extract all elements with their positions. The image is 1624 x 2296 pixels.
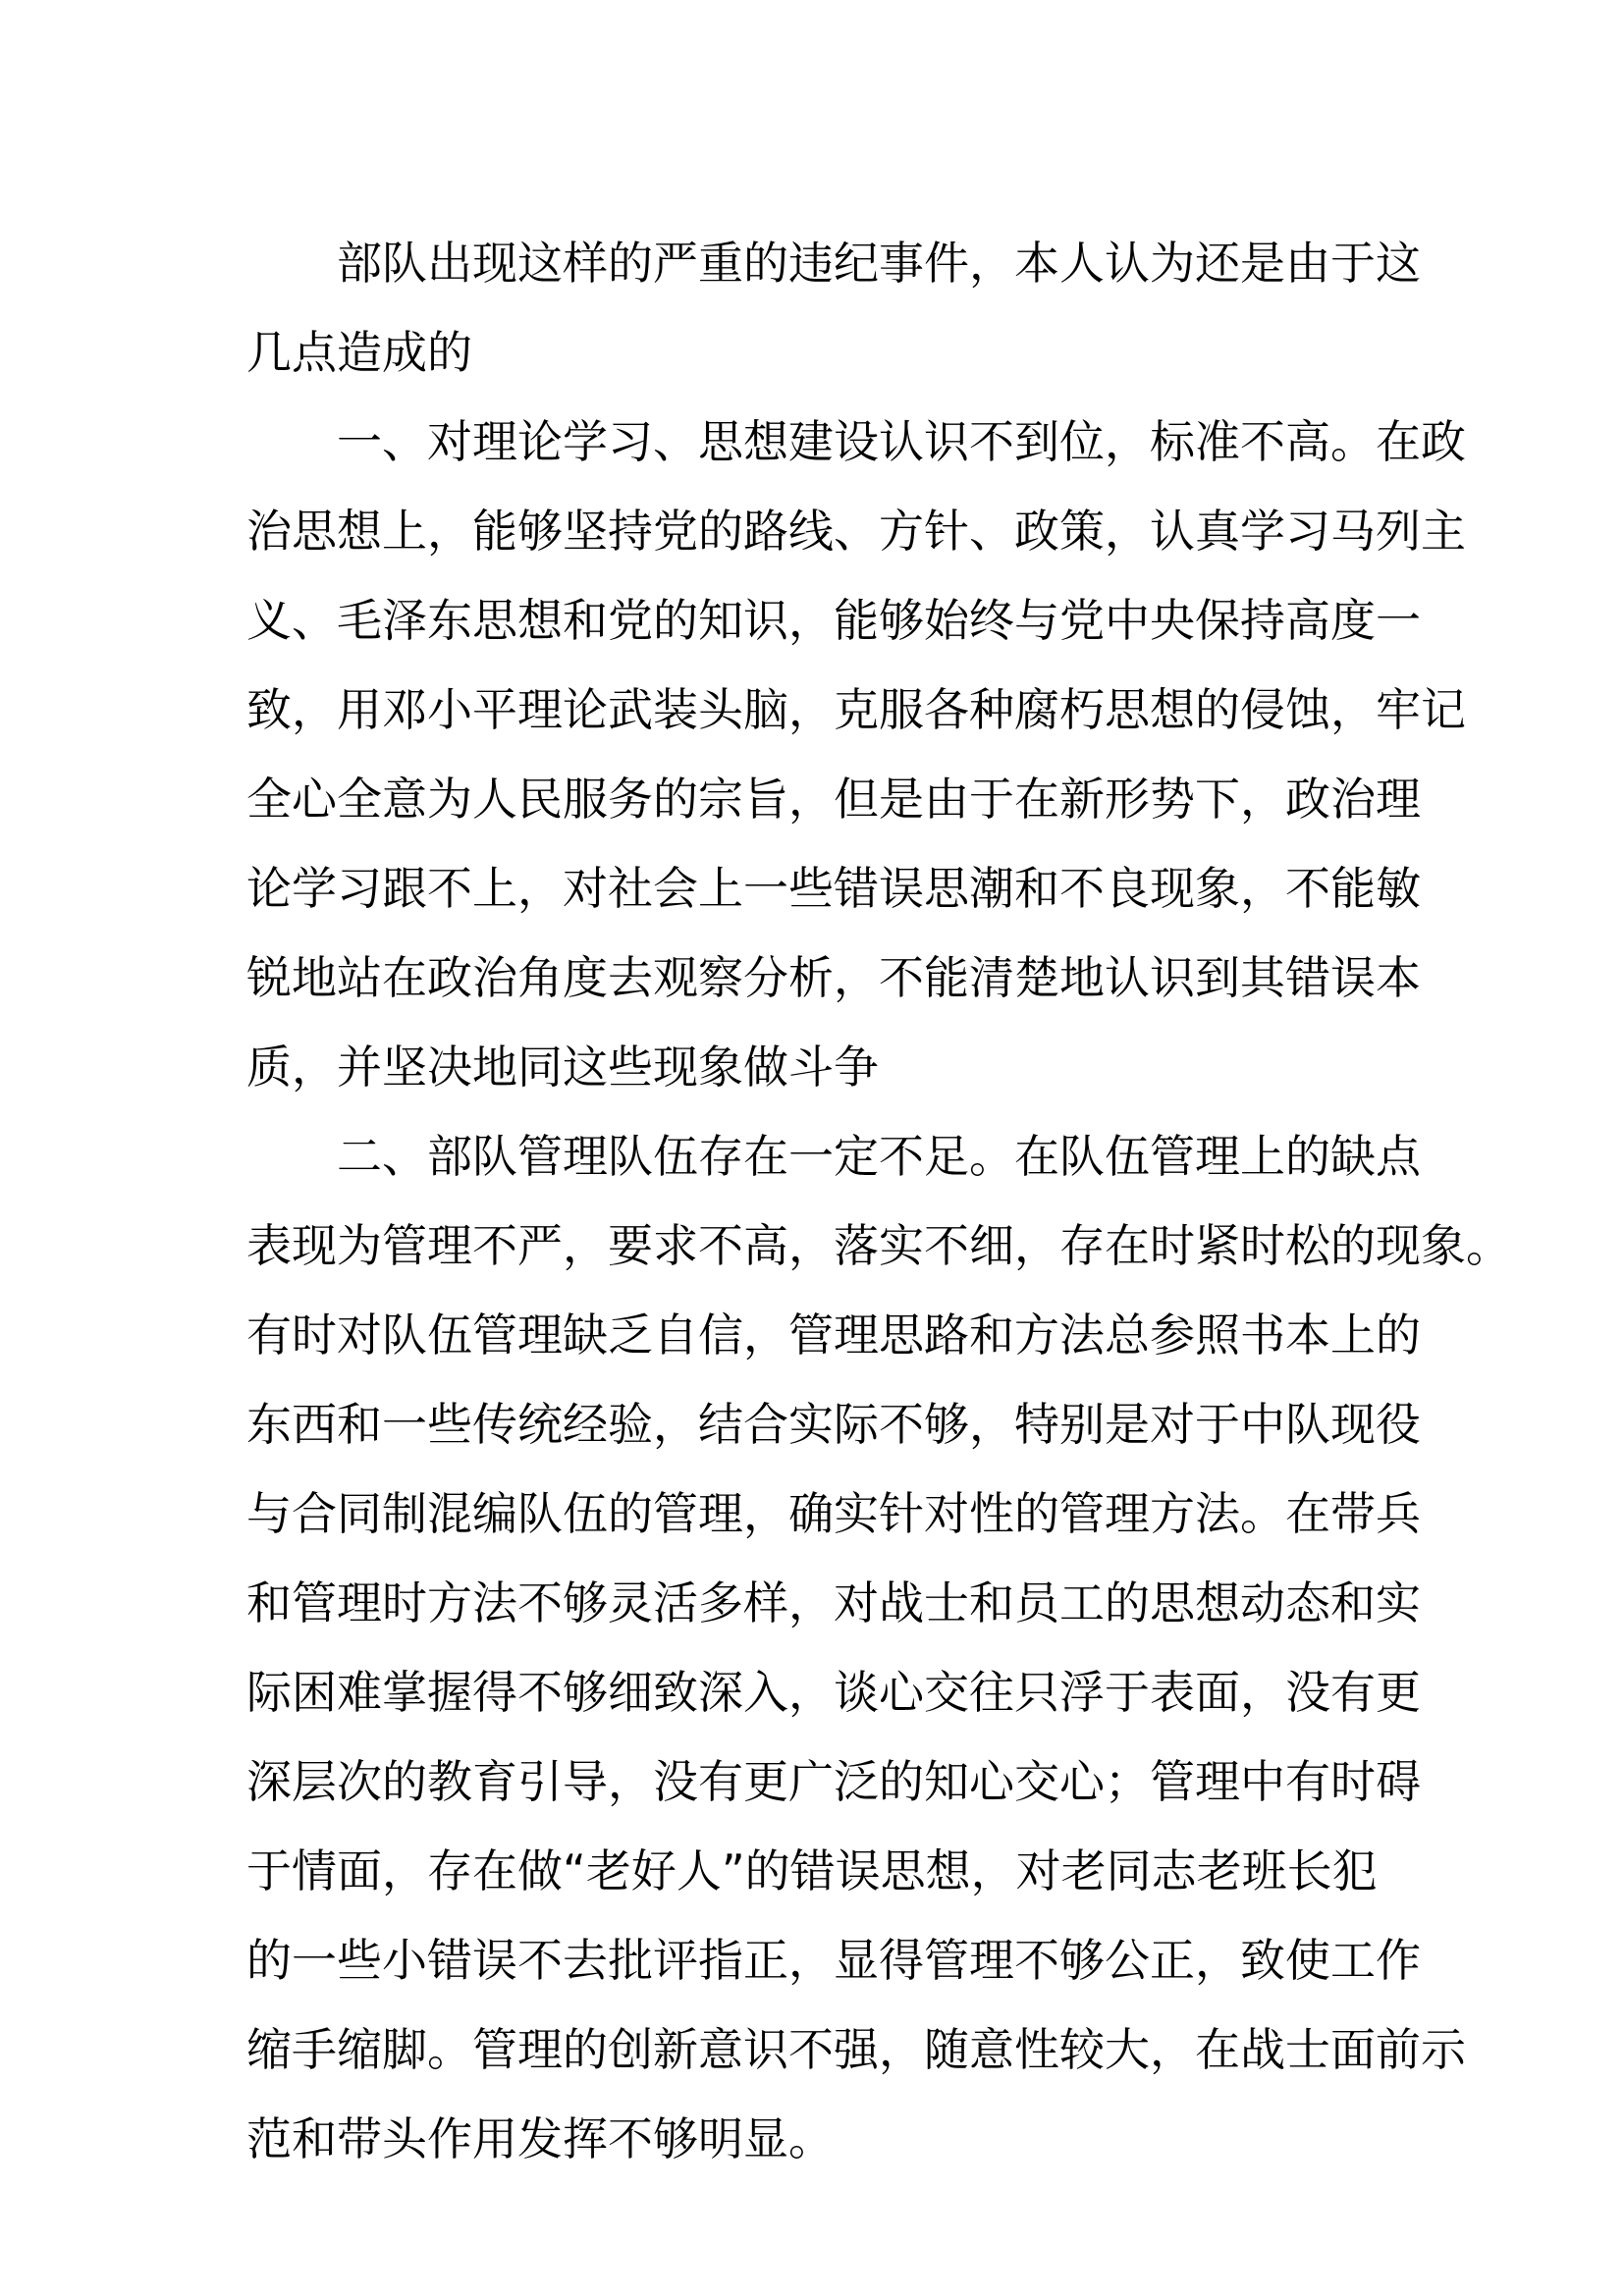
text-line: 治思想上，能够坚持党的路线、方针、政策，认真学习马列主 <box>246 505 1466 558</box>
text-line: 和管理时方法不够灵活多样，对战士和员工的思想动态和实 <box>246 1576 1421 1629</box>
text-line: 几点造成的 <box>246 326 472 379</box>
text-line: 二、部队管理队伍存在一定不足。在队伍管理上的缺点 <box>246 1130 1421 1183</box>
text-line: 缩手缩脚。管理的创新意识不强，随意性较大，在战士面前示 <box>246 2023 1466 2076</box>
text-line: 范和带头作用发挥不够明显。 <box>246 2112 834 2165</box>
text-line: 深层次的教育引导，没有更广泛的知心交心；管理中有时碍 <box>246 1755 1421 1808</box>
text-line: 于情面，存在做“老好人”的错误思想，对老同志老班长犯 <box>246 1844 1378 1897</box>
text-line: 有时对队伍管理缺乏自信，管理思路和方法总参照书本上的 <box>246 1308 1421 1362</box>
text-line: 一、对理论学习、思想建设认识不到位，标准不高。在政 <box>246 415 1466 468</box>
text-line: 义、毛泽东思想和党的知识，能够始终与党中央保持高度一 <box>246 594 1421 647</box>
paragraph-intro <box>246 219 1421 398</box>
text-line: 论学习跟不上，对社会上一些错误思潮和不良现象，不能敏 <box>246 862 1421 915</box>
text-line: 的一些小错误不去批评指正，显得管理不够公正，致使工作 <box>246 1934 1421 1987</box>
text-line: 表现为管理不严，要求不高，落实不细，存在时紧时松的现象。 <box>246 1219 1511 1272</box>
text-line: 质，并坚决地同这些现象做斗争 <box>246 1041 879 1094</box>
text-line: 全心全意为人民服务的宗旨，但是由于在新形势下，政治理 <box>246 773 1421 826</box>
text-line: 与合同制混编队伍的管理，确实针对性的管理方法。在带兵 <box>246 1487 1421 1540</box>
document-body <box>246 219 1511 2184</box>
paragraph-point-1 <box>246 398 1466 1112</box>
text-line: 部队出现这样的严重的违纪事件，本人认为还是由于这 <box>246 237 1421 290</box>
text-line: 际困难掌握得不够细致深入，谈心交往只浮于表面，没有更 <box>246 1666 1421 1719</box>
text-line: 致，用邓小平理论武装头脑，克服各种腐朽思想的侵蚀，牢记 <box>246 683 1466 736</box>
paragraph-point-2 <box>246 1112 1511 2184</box>
text-line: 东西和一些传统经验，结合实际不够，特别是对于中队现役 <box>246 1398 1421 1451</box>
text-line: 锐地站在政治角度去观察分析，不能清楚地认识到其错误本 <box>246 951 1421 1004</box>
